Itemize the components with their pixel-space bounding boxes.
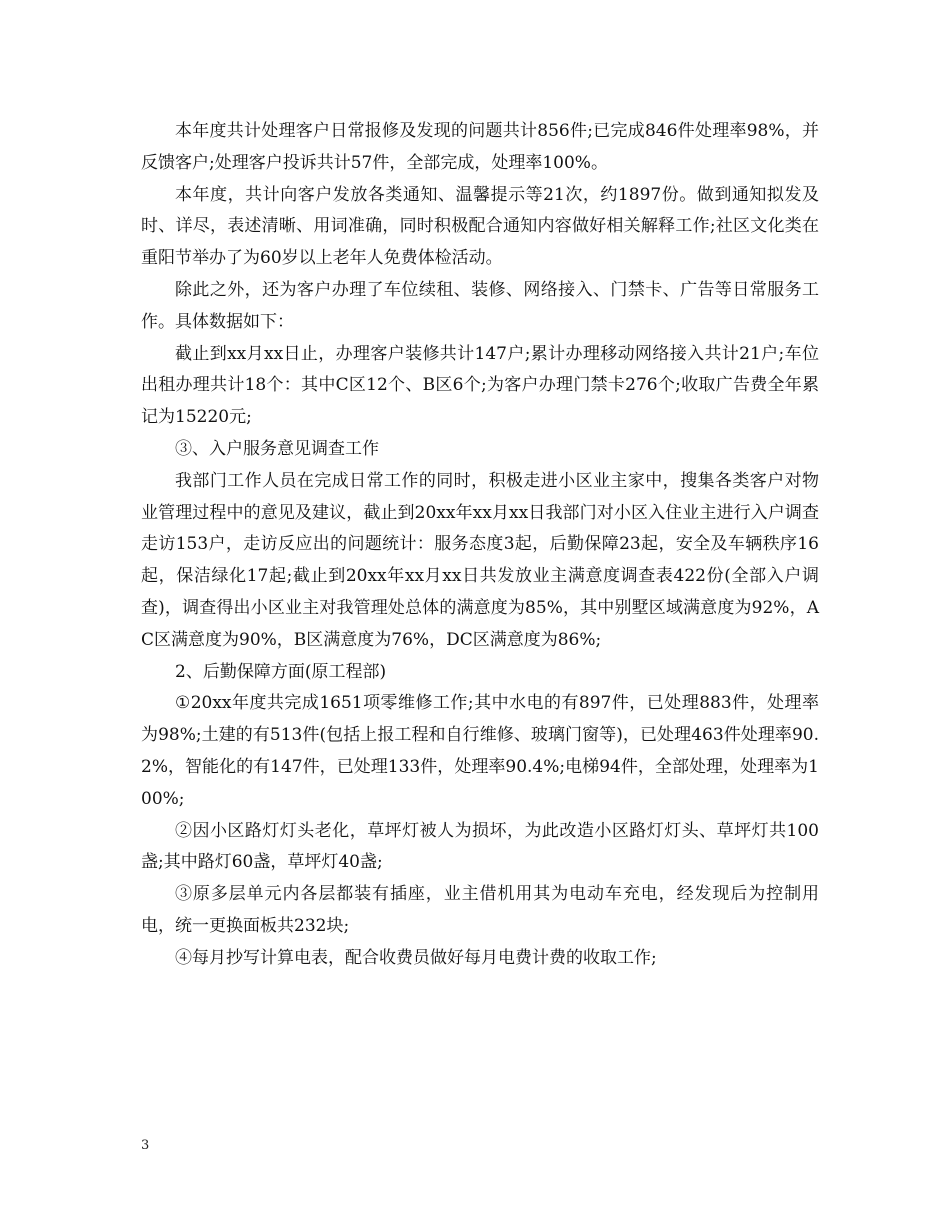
paragraph-meter-reading: ④每月抄写计算电表，配合收费员做好每月电费计费的收取工作; — [175, 947, 657, 968]
document-body — [141, 116, 819, 975]
paragraph-survey: 我部门工作人员在完成日常工作的同时，积极走进小区业主家中，搜集各类客户对物业管理过程中的意见及建议，截止到20xx年xx月xx日我部门对小区入住业主进行入户调查走访153户，走访反应出的问题统计：服务态度3起，后勤保障23起，安全及车辆秩序16起，保洁绿化17起;截止到20xx年xx月xx日共发放业主满意度调查表422份(全部入户调查)，调查得出小区业主对我管理处总体的满意度为85%，其中别墅区域满意度为92%，AC区满意度为90%，B区满意度为76%，DC区满意度为86%; — [141, 470, 819, 650]
page-number: 3 — [141, 1138, 150, 1153]
paragraph-repair-stats: 本年度共计处理客户日常报修及发现的问题共计856件;已完成846件处理率98%，并反馈客户;处理客户投诉共计57件，全部完成，处理率100%。 — [141, 121, 819, 173]
section-heading-survey: ③、入户服务意见调查工作 — [175, 438, 379, 459]
paragraph-sockets: ③原多层单元内各层都装有插座，业主借机用其为电动车充电，经发现后为控制用电，统一更换面板共232块; — [141, 884, 819, 936]
paragraph-other-services: 除此之外，还为客户办理了车位续租、装修、网络接入、门禁卡、广告等日常服务工作。具体数据如下： — [141, 279, 819, 332]
section-heading-logistics: 2、后勤保障方面(原工程部) — [175, 661, 387, 682]
paragraph-maintenance: ①20xx年度共完成1651项零维修工作;其中水电的有897件，已处理883件，处理率为98%;土建的有513件(包括上报工程和自行维修、玻璃门窗等)，已处理463件处理率90.2%，智能化的有147件，已处理133件，处理率90.4%;电梯94件，全部处理，处理率为100%; — [141, 693, 819, 809]
paragraph-notices: 本年度，共计向客户发放各类通知、温馨提示等21次，约1897份。做到通知拟发及时、详尽，表述清晰、用词准确，同时积极配合通知内容做好相关解释工作;社区文化类在重阳节举办了为60岁以上老年人免费体检活动。 — [141, 184, 819, 269]
paragraph-service-data: 截止到xx月xx日止，办理客户装修共计147户;累计办理移动网络接入共计21户;车位出租办理共计18个：其中C区12个、B区6个;为客户办理门禁卡276个;收取广告费全年累记为15220元; — [141, 343, 819, 428]
paragraph-street-lights: ②因小区路灯灯头老化，草坪灯被人为损坏，为此改造小区路灯灯头、草坪灯共100盏;其中路灯60盏，草坪灯40盏; — [141, 820, 819, 873]
